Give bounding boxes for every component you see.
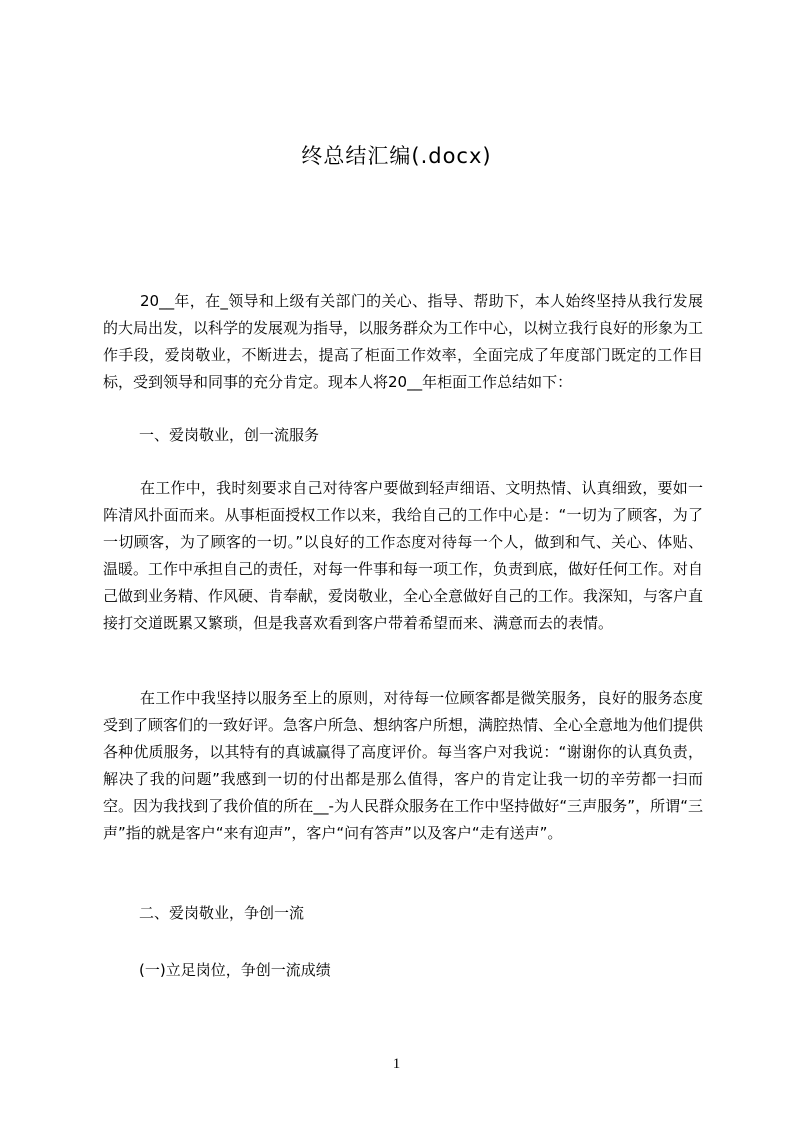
subsection-heading-1-block (139, 957, 699, 984)
paragraph-3: 在工作中我坚持以服务至上的原则，对待每一位顾客都是微笑服务，良好的服务态度受到了顾客们的一致好评。急客户所急、想纳客户所想，满腔热情、全心全意地为他们提供各种优质服务，以其特有的真诚赢得了高度评价。每当客户对我说：“谢谢你的认真负责，解决了我的问题”我感到一切的付出都是那么值得，客户的肯定让我一切的辛劳都一扫而空。因为我找到了我价值的所在__-为人民群众服务在工作中坚持做好“三声服务”，所谓“三声”指的就是客户“来有迎声”，客户“问有答声”以及客户“走有送声”。 (103, 689, 704, 842)
section-heading-2: 二、爱岗敬业，争创一流 (139, 904, 305, 922)
section-heading-1: 一、爱岗敬业，创一流服务 (139, 426, 320, 444)
page-number: 1 (392, 1056, 401, 1072)
paragraph-2: 在工作中，我时刻要求自己对待客户要做到轻声细语、文明热情、认真细致，要如一阵清风扑面而来。从事柜面授权工作以来，我给自己的工作中心是：“一切为了顾客，为了一切顾客，为了顾客的一切。”以良好的工作态度对待每一个人，做到和气、关心、体贴、温暖。工作中承担自己的责任，对每一件事和每一项工作，负责到底，做好任何工作。对自己做到业务精、作风硬、肯奉献，爱岗敬业，全心全意做好自己的工作。我深知，与客户直接打交道既累又繁琐，但是我喜欢看到客户带着希望而来、满意而去的表情。 (103, 479, 704, 632)
paragraph-1: 20__年，在_领导和上级有关部门的关心、指导、帮助下，本人始终坚持从我行发展的大局出发，以科学的发展观为指导，以服务群众为工作中心，以树立我行良好的形象为工作手段，爱岗敬业，不断进去，提高了柜面工作效率，全面完成了年度部门既定的工作目标，受到领导和同事的充分肯定。现本人将20__年柜面工作总结如下： (103, 292, 704, 391)
subsection-heading-1: (一)立足岗位，争创一流成绩 (139, 961, 331, 979)
paragraph-2-block (103, 475, 703, 637)
paragraph-3-block (103, 685, 703, 847)
document-title: 终总结汇编(.docx) (301, 144, 492, 168)
paragraph-1-block (103, 288, 703, 396)
section-heading-2-block (139, 900, 699, 927)
section-heading-1-block (139, 422, 699, 449)
